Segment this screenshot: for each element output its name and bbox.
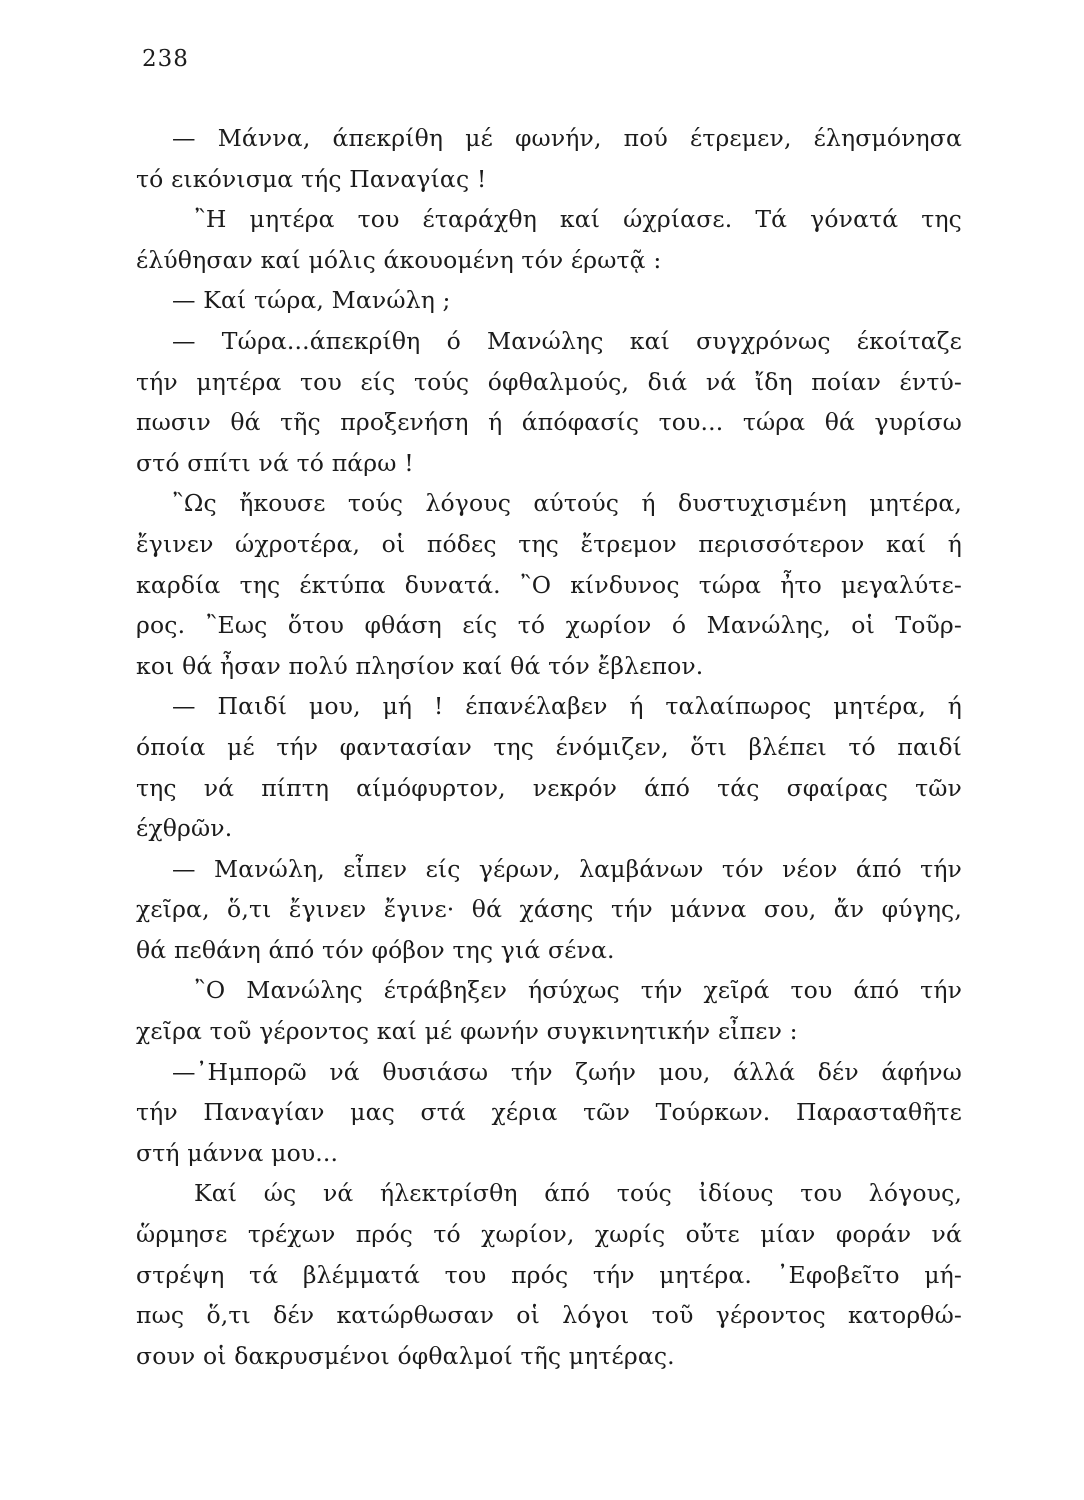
text-line: — Καί τώρα, Μανώλη ; (172, 286, 451, 315)
body-text (136, 118, 962, 1376)
text-line: ρος. ῍Εως ὅτου φθάση είς τό χωρίον ό Μανώλης, οἱ Τοῦρ- (136, 611, 962, 640)
text-line: ῍Η μητέρα του έταράχθη καί ώχρίασε. Τά γόνατά της (194, 205, 962, 234)
text-line: πως ὅ,τι δέν κατώρθωσαν οἱ λόγοι τοῦ γέροντος κατορθώ- (136, 1301, 962, 1330)
text-line: θά πεθάνη άπό τόν φόβον της γιά σένα. (136, 935, 615, 964)
text-line: τήν Παναγίαν μας στά χέρια τῶν Τούρκων. Παρασταθῆτε (136, 1098, 962, 1127)
text-line: κοι θά ἦσαν πολύ πλησίον καί θά τόν ἔβλεπον. (136, 651, 704, 680)
text-line: χεῖρα, ὅ,τι ἔγινεν ἔγινε· θά χάσης τήν μάννα σου, ἄν φύγης, (136, 895, 962, 924)
page-number: 238 (142, 46, 189, 72)
text-line: τήν μητέρα του είς τούς όφθαλμούς, διά νά ἴδη ποίαν έντύ- (136, 367, 962, 396)
text-line: έλύθησαν καί μόλις άκουομένη τόν έρωτᾷ : (136, 245, 662, 274)
text-line: στρέψη τά βλέμματά του πρός τήν μητέρα. ᾽Εφοβεῖτο μή- (136, 1260, 962, 1289)
text-line: —᾽Ημπορῶ νά θυσιάσω τήν ζωήν μου, άλλά δέν άφήνω (172, 1057, 962, 1086)
text-line: όποία μέ τήν φαντασίαν της ένόμιζεν, ὅτι βλέπει τό παιδί (136, 732, 962, 761)
text-line: — Μανώλη, εἶπεν είς γέρων, λαμβάνων τόν νέον άπό τήν (172, 854, 962, 883)
text-line: τό εικόνισμα τής Παναγίας ! (136, 164, 487, 193)
text-line: ῍Ο Μανώλης έτράβηξεν ήσύχως τήν χεῖρά του άπό τήν (194, 976, 962, 1005)
text-line: ῍Ως ἤκουσε τούς λόγους αύτούς ή δυστυχισμένη μητέρα, (172, 489, 962, 518)
text-line: — Μάννα, άπεκρίθη μέ φωνήν, πού έτρεμεν, έλησμόνησα (172, 124, 962, 152)
text-line: Καί ώς νά ήλεκτρίσθη άπό τούς ἰδίους του λόγους, (194, 1179, 962, 1208)
text-line: ὥρμησε τρέχων πρός τό χωρίον, χωρίς οὔτε μίαν φοράν νά (136, 1220, 962, 1249)
text-line: — Τώρα...άπεκρίθη ό Μανώλης καί συγχρόνως έκοίταζε (172, 326, 962, 355)
text-line: — Παιδί μου, μή ! έπανέλαβεν ή ταλαίπωρος μητέρα, ή (172, 692, 962, 721)
text-line: στή μάννα μου... (136, 1138, 339, 1167)
text-line: στό σπίτι νά τό πάρω ! (136, 448, 414, 477)
text-line: πωσιν θά τῆς προξενήση ή άπόφασίς του... τώρα θά γυρίσω (136, 408, 962, 437)
text-line: της νά πίπτη αίμόφυρτον, νεκρόν άπό τάς σφαίρας τῶν (136, 773, 962, 802)
text-line: έχθρῶν. (136, 814, 233, 843)
text-line: καρδία της έκτύπα δυνατά. ῍Ο κίνδυνος τώρα ἦτο μεγαλύτε- (136, 570, 962, 599)
text-line: ἔγινεν ώχροτέρα, οἱ πόδες της ἔτρεμον περισσότερον καί ή (136, 529, 962, 558)
text-line: σουν οἱ δακρυσμένοι όφθαλμοί τῆς μητέρας. (136, 1341, 675, 1370)
text-line: χεῖρα τοῦ γέροντος καί μέ φωνήν συγκινητικήν εἶπεν : (136, 1017, 798, 1046)
